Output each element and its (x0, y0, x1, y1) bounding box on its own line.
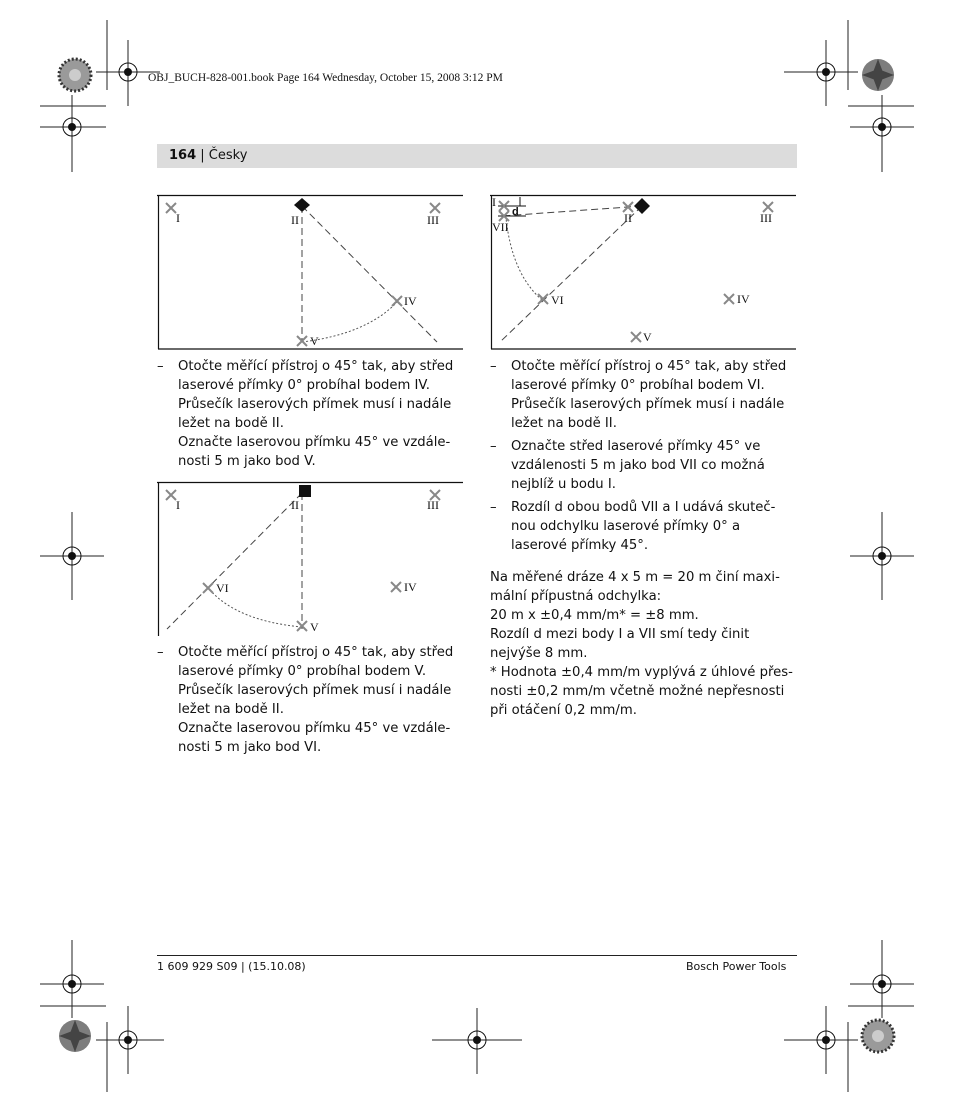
label-i: I (492, 195, 496, 209)
text-line: ležet na bodě II. (511, 416, 617, 431)
text-line: mální přípustná odchylka: (490, 589, 662, 604)
text-line: laserové přímky 0° probíhal bodem V. (178, 664, 427, 679)
page-number: 164 (169, 148, 197, 163)
label-i: I (176, 498, 180, 512)
text-line: laserové přímky 45°. (511, 538, 649, 553)
text-line: vzdálenosti 5 m jako bod VII co možná (511, 458, 765, 473)
text-line: nejblíž u bodu I. (511, 477, 616, 492)
label-ii: II (624, 211, 632, 225)
list-dash: – (490, 359, 497, 374)
label-vi: VI (216, 581, 229, 595)
text-line: Průsečík laserových přímek musí i nadále (178, 397, 452, 412)
label-v: V (643, 330, 652, 344)
text-line: Označte laserovou přímku 45° ve vzdále- (178, 435, 451, 450)
list-dash: – (490, 500, 497, 515)
figure-step-vi (490, 194, 798, 350)
figure-step-iv (157, 194, 465, 350)
text-line: Označte střed laserové přímky 45° ve (511, 439, 761, 454)
text-line: Průsečík laserových přímek musí i nadále (178, 683, 452, 698)
text-line: Otočte měřící přístroj o 45° tak, aby střed (178, 645, 454, 660)
page-header-bar (157, 144, 797, 168)
text-line: při otáčení 0,2 mm/m. (490, 703, 637, 718)
text-line: Označte laserovou přímku 45° ve vzdále- (178, 721, 451, 736)
text-line: ležet na bodě II. (178, 416, 284, 431)
label-iv: IV (404, 294, 417, 308)
text-line: Rozdíl d obou bodů VII a I udává skuteč- (511, 500, 776, 515)
label-v: V (310, 620, 319, 634)
label-ii: II (291, 498, 299, 512)
text-line: * Hodnota ±0,4 mm/m vyplývá z úhlové přes- (490, 665, 793, 680)
text-line: nosti ±0,2 mm/m včetně možné nepřesnosti (490, 684, 785, 699)
label-iii: III (760, 211, 772, 225)
text-line: 20 m x ±0,4 mm/m* = ±8 mm. (490, 608, 699, 623)
footer-brand: Bosch Power Tools (686, 960, 787, 973)
label-i: I (176, 211, 180, 225)
label-vi: VI (551, 293, 564, 307)
text-line: Průsečík laserových přímek musí i nadále (511, 397, 785, 412)
list-dash: – (490, 439, 497, 454)
list-dash: – (157, 359, 164, 374)
list-dash: – (157, 645, 164, 660)
label-iii: III (427, 498, 439, 512)
text-line: Otočte měřící přístroj o 45° tak, aby střed (178, 359, 454, 374)
header-separator: | (196, 148, 209, 163)
text-line: Otočte měřící přístroj o 45° tak, aby střed (511, 359, 787, 374)
print-slug: OBJ_BUCH-828-001.book Page 164 Wednesday, October 15, 2008 3:12 PM (148, 72, 503, 84)
label-vii: VII (492, 220, 509, 234)
label-iii: III (427, 213, 439, 227)
label-iv: IV (737, 292, 750, 306)
figure-step-v (157, 481, 465, 637)
text-line: Rozdíl d mezi body I a VII smí tedy činit (490, 627, 750, 642)
tolerance-paragraph (490, 568, 793, 720)
text-line: nosti 5 m jako bod VI. (178, 740, 322, 755)
text-line: laserové přímky 0° probíhal bodem IV. (178, 378, 430, 393)
text-line: laserové přímky 0° probíhal bodem VI. (511, 378, 765, 393)
page-header (169, 148, 247, 163)
text-line: nosti 5 m jako bod V. (178, 454, 316, 469)
label-iv: IV (404, 580, 417, 594)
footer-rule (157, 955, 797, 956)
label-d: d (512, 206, 519, 218)
label-v: V (310, 334, 319, 348)
text-line: nou odchylku laserové přímky 0° a (511, 519, 741, 534)
footer-doc-number: 1 609 929 S09 | (15.10.08) (157, 960, 306, 973)
header-language: Česky (208, 148, 248, 163)
label-ii: II (291, 213, 299, 227)
text-line: nejvýše 8 mm. (490, 646, 588, 661)
text-line: Na měřené dráze 4 x 5 m = 20 m činí maxi- (490, 570, 780, 585)
text-line: ležet na bodě II. (178, 702, 284, 717)
